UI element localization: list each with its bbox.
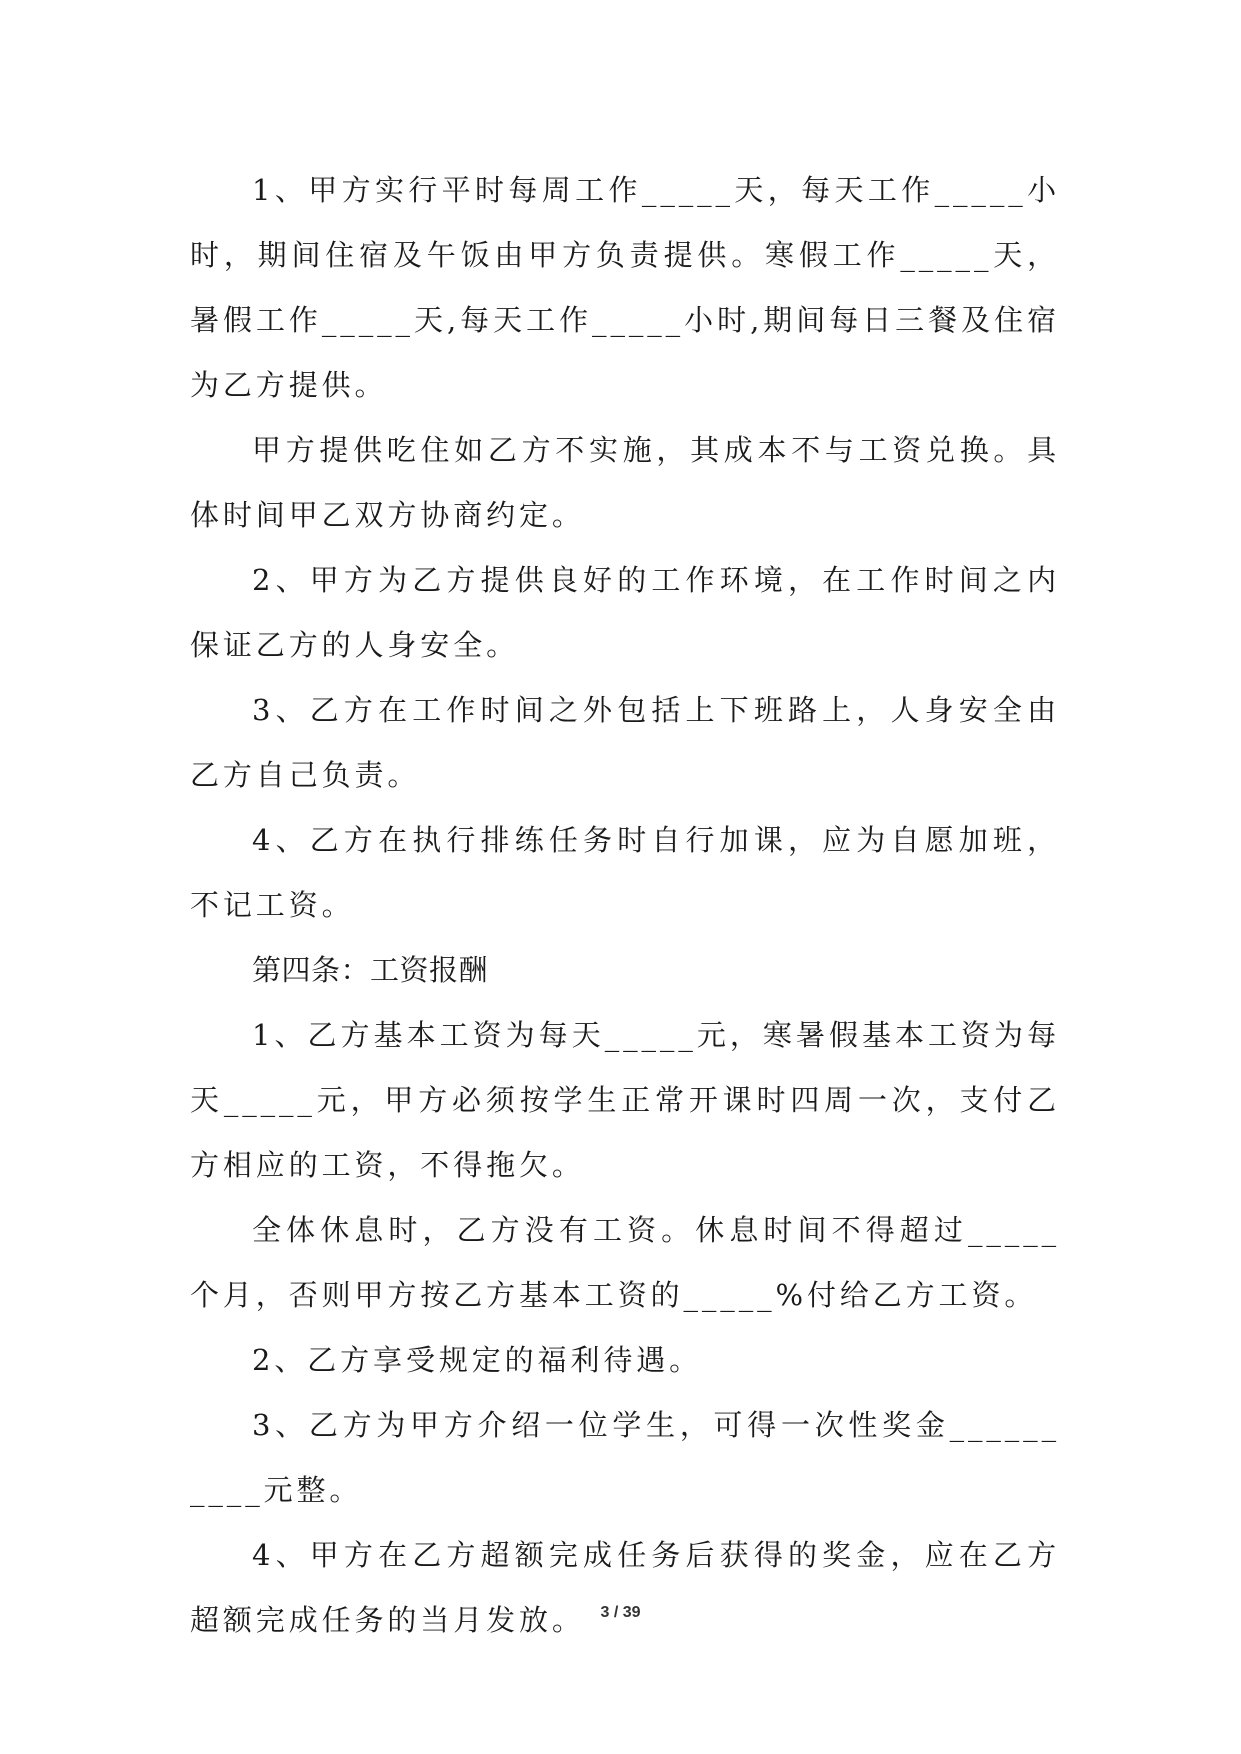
paragraph-benefits: 2、乙方享受规定的福利待遇。 [252, 1343, 703, 1377]
paragraph-referral-bonus: 3、乙方为甲方介绍一位学生，可得一次性奖金__________元整。 [190, 1408, 1060, 1507]
section-heading-wages: 第四条：工资报酬 [252, 953, 489, 987]
paragraph-work-environment: 2、甲方为乙方提供良好的工作环境，在工作时间之内保证乙方的人身安全。 [190, 563, 1060, 662]
page-number: 3 / 39 [600, 1604, 641, 1621]
paragraph-base-wage: 1、乙方基本工资为每天_____元，寒暑假基本工资为每天_____元，甲方必须按学生正常开课时四周一次，支付乙方相应的工资，不得拖欠。 [190, 1018, 1060, 1182]
paragraph-rest-period: 全体休息时，乙方没有工资。休息时间不得超过_____个月，否则甲方按乙方基本工资的_____%付给乙方工资。 [190, 1213, 1060, 1312]
document-body [190, 158, 1060, 1653]
paragraph-work-schedule: 1、甲方实行平时每周工作_____天，每天工作_____小时，期间住宿及午饭由甲方负责提供。寒假工作_____天，暑假工作_____天,每天工作_____小时,期间每日三餐及住宿为乙方提供。 [190, 173, 1060, 402]
paragraph-meals-lodging: 甲方提供吃住如乙方不实施，其成本不与工资兑换。具体时间甲乙双方协商约定。 [190, 433, 1060, 532]
paragraph-commute-safety: 3、乙方在工作时间之外包括上下班路上，人身安全由乙方自己负责。 [190, 693, 1060, 792]
paragraph-overachievement-bonus: 4、甲方在乙方超额完成任务后获得的奖金，应在乙方超额完成任务的当月发放。 [190, 1538, 1060, 1637]
paragraph-extra-classes: 4、乙方在执行排练任务时自行加课，应为自愿加班，不记工资。 [190, 823, 1060, 922]
